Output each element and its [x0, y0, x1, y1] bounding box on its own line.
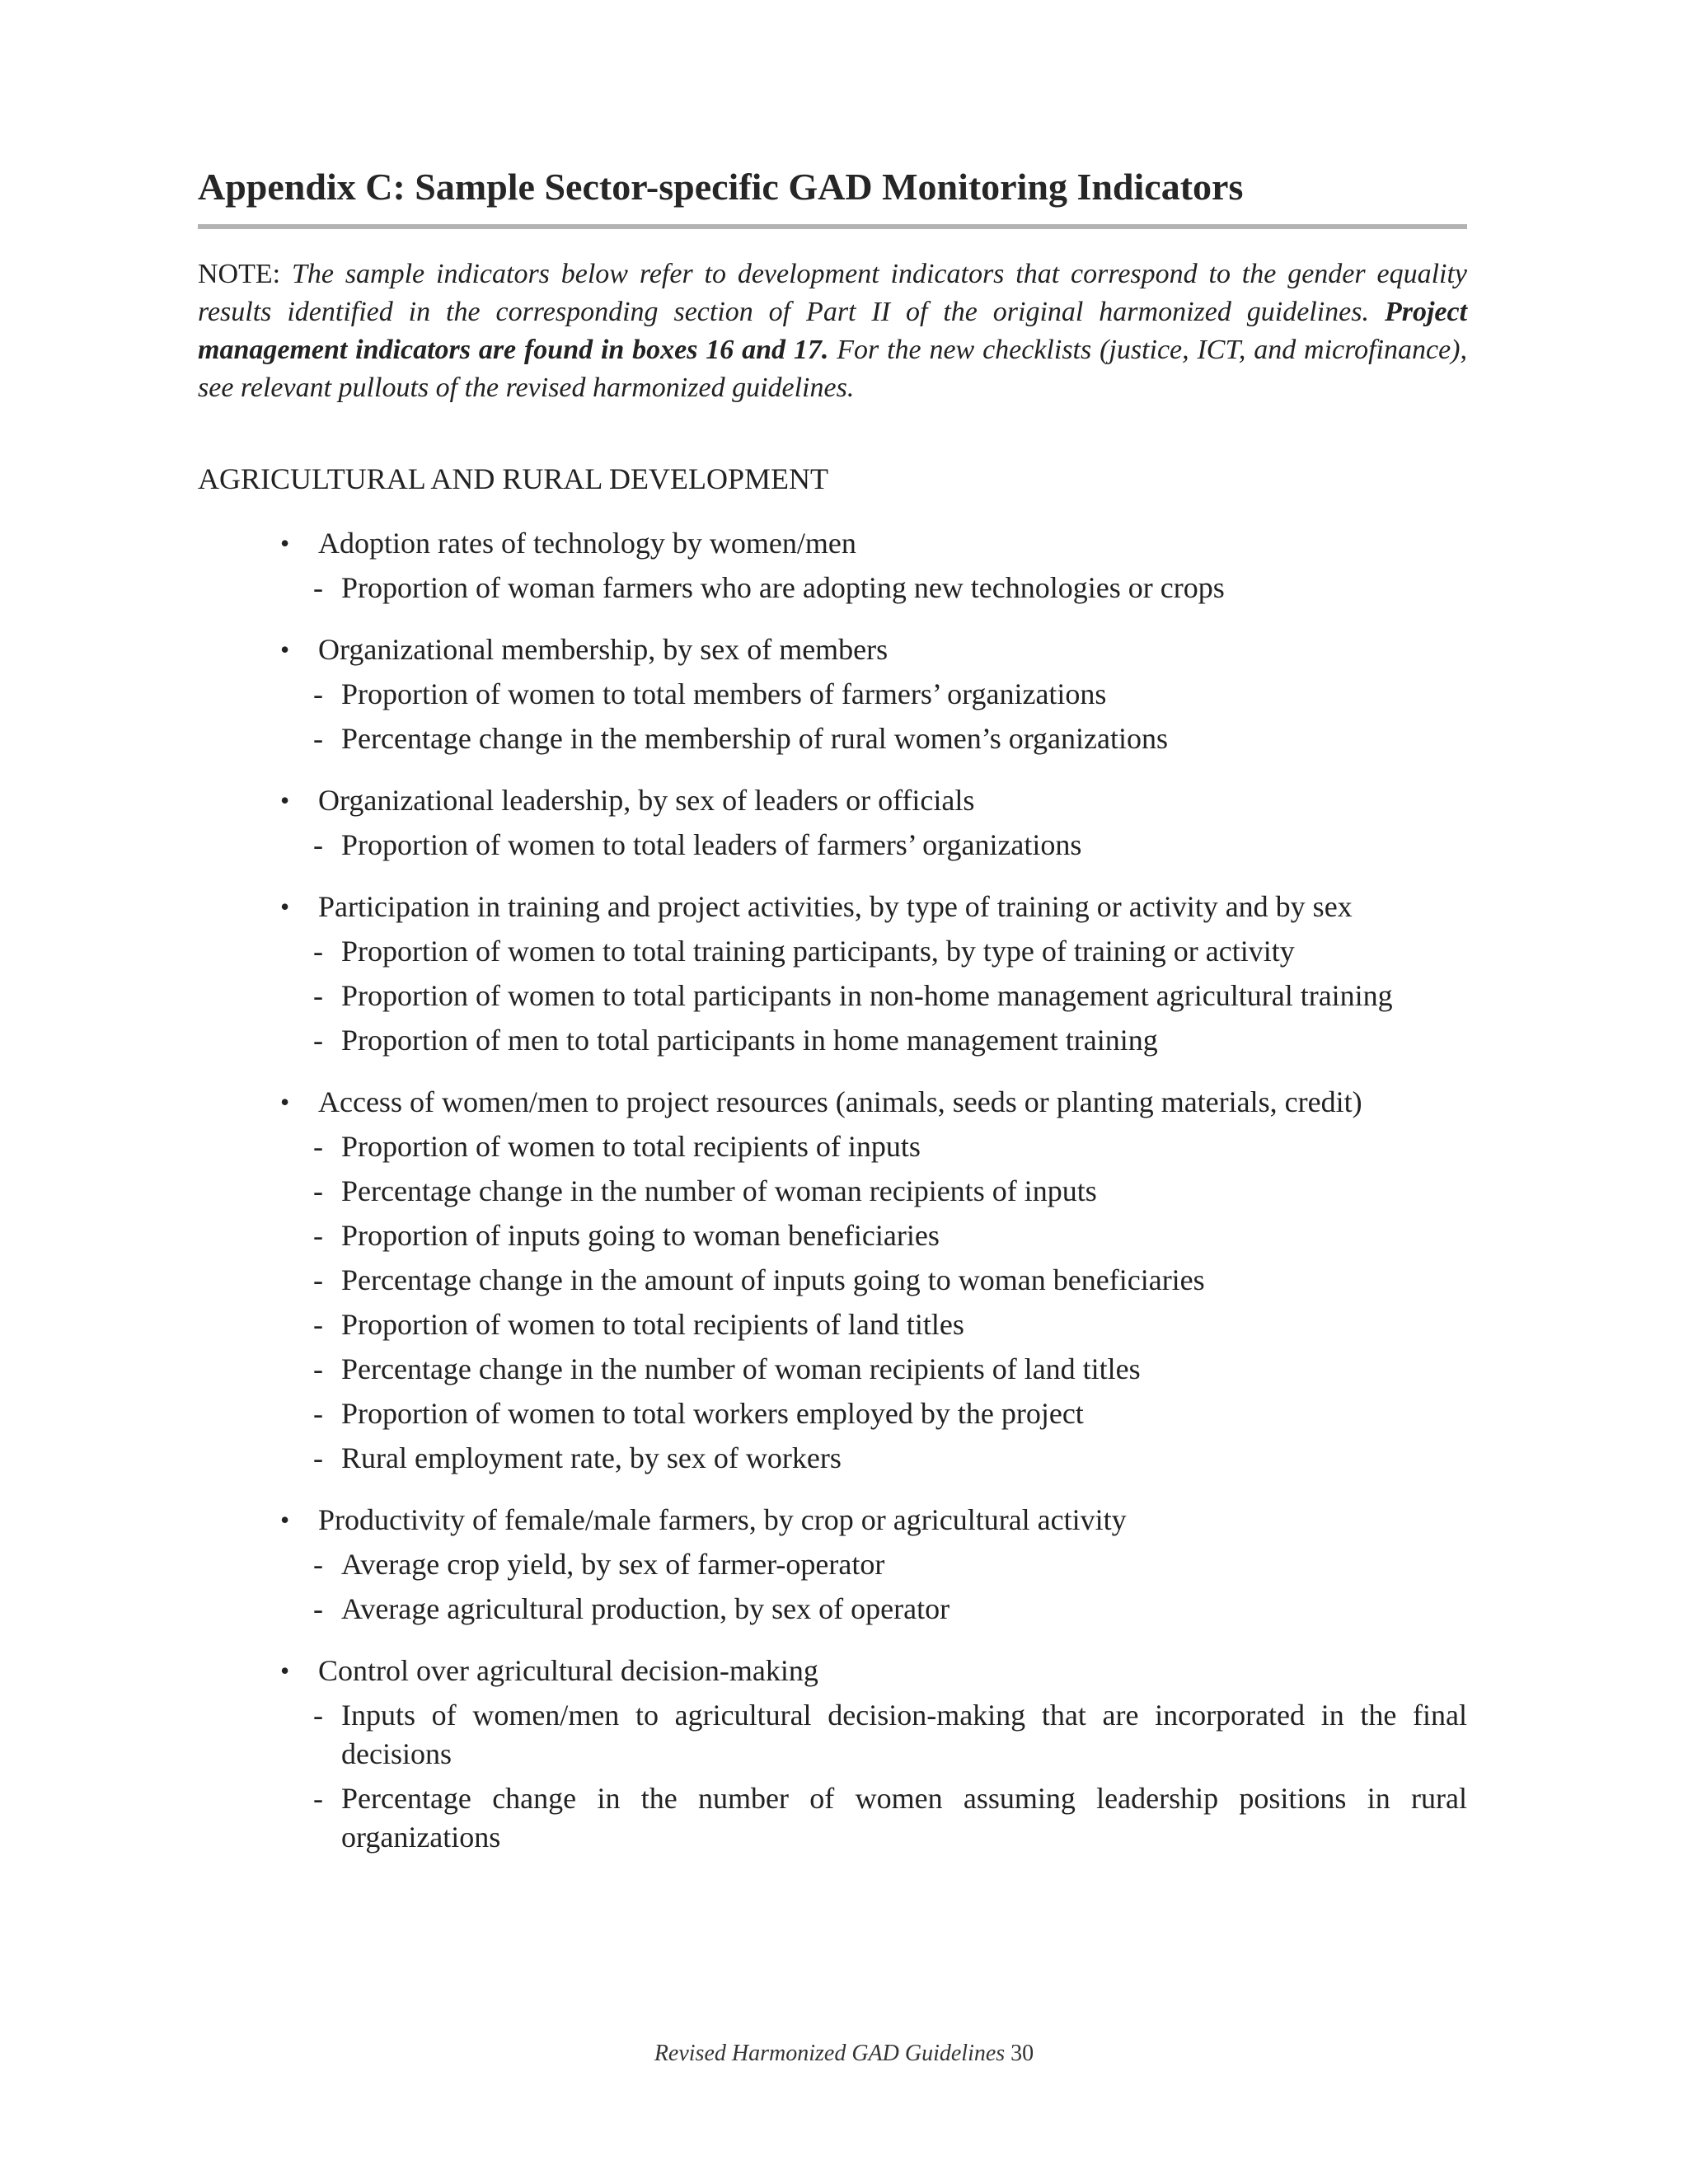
indicator-bullet — [198, 1083, 1467, 1122]
note-paragraph — [198, 255, 1467, 407]
indicator-sub-item — [198, 1127, 1467, 1166]
dash-icon: - — [313, 1263, 323, 1296]
note-text-emphasis: Project management indicators are found in boxes 16 and 17. — [198, 297, 1468, 365]
indicator-sub-item — [198, 977, 1467, 1015]
bullet-icon: • — [280, 1656, 290, 1685]
indicator-sub-item — [198, 569, 1467, 607]
indicator-sub-item-text: Proportion of women to total recipients of land titles — [341, 1308, 964, 1341]
indicator-bullet-text: Access of women/men to project resources (animals, seeds or planting materials, credit) — [318, 1085, 1362, 1118]
indicator-sub-item-text: Proportion of inputs going to woman beneficiaries — [341, 1219, 940, 1252]
indicator-sub-item-text: Inputs of women/men to agricultural decision-making that are incorporated in the final decisions — [341, 1699, 1467, 1770]
bullet-icon: • — [280, 785, 290, 815]
indicator-sub-item-text: Rural employment rate, by sex of workers — [341, 1441, 842, 1474]
dash-icon: - — [313, 1592, 323, 1625]
indicator-sub-item-text: Proportion of women to total members of farmers’ organizations — [341, 677, 1107, 710]
indicator-group — [198, 1083, 1467, 1478]
indicator-sub-item — [198, 1394, 1467, 1433]
indicator-bullet-text: Participation in training and project activities, by type of training or activity and by sex — [318, 890, 1353, 923]
indicator-sub-item-text: Proportion of women to total leaders of farmers’ organizations — [341, 828, 1082, 861]
indicator-bullet — [198, 1652, 1467, 1690]
indicator-sub-item — [198, 1305, 1467, 1344]
indicator-sub-item — [198, 1779, 1467, 1857]
indicator-sub-item-text: Proportion of women to total training participants, by type of training or activity — [341, 935, 1295, 968]
note-text-2: For the new checklists (justice, ICT, and microfinance), see relevant pullouts of the revised harmonized guidelines. — [198, 335, 1468, 403]
indicator-sub-item — [198, 1696, 1467, 1774]
indicator-sub-item — [198, 1590, 1467, 1629]
dash-icon: - — [313, 722, 323, 755]
section-heading: AGRICULTURAL AND RURAL DEVELOPMENT — [198, 462, 828, 495]
dash-icon: - — [313, 677, 323, 710]
indicator-sub-item — [198, 675, 1467, 714]
page-footer — [0, 2039, 1688, 2069]
indicator-bullet-text: Adoption rates of technology by women/men — [318, 527, 856, 560]
indicator-sub-item — [198, 1439, 1467, 1478]
indicator-sub-item — [198, 932, 1467, 971]
bullet-icon: • — [280, 528, 290, 558]
footer-page-number: 30 — [1010, 2041, 1034, 2066]
dash-icon: - — [313, 1130, 323, 1163]
dash-icon: - — [313, 1308, 323, 1341]
footer-title: Revised Harmonized GAD Guidelines — [654, 2041, 1006, 2066]
indicator-group — [198, 1652, 1467, 1857]
indicator-bullet — [198, 888, 1467, 926]
dash-icon: - — [313, 828, 323, 861]
dash-icon: - — [313, 1174, 323, 1207]
indicator-group — [198, 888, 1467, 1060]
indicator-sub-item-text: Percentage change in the number of women assuming leadership positions in rural organizations — [341, 1782, 1467, 1854]
indicator-bullet — [198, 1501, 1467, 1540]
note-label: NOTE: — [198, 259, 281, 289]
title-divider — [198, 224, 1467, 229]
indicator-sub-item-text: Proportion of woman farmers who are adopting new technologies or crops — [341, 571, 1225, 604]
indicator-sub-item-text: Proportion of women to total recipients of inputs — [341, 1130, 921, 1163]
indicator-sub-item — [198, 1216, 1467, 1255]
indicator-bullet — [198, 781, 1467, 820]
indicator-sub-item — [198, 1261, 1467, 1300]
indicator-bullet — [198, 524, 1467, 563]
bullet-icon: • — [280, 635, 290, 664]
indicator-group — [198, 1501, 1467, 1629]
indicator-sub-item — [198, 1545, 1467, 1584]
dash-icon: - — [313, 571, 323, 604]
dash-icon: - — [313, 1548, 323, 1581]
indicator-sub-item-text: Percentage change in the membership of rural women’s organizations — [341, 722, 1169, 755]
dash-icon: - — [313, 935, 323, 968]
bullet-icon: • — [280, 892, 290, 921]
dash-icon: - — [313, 1352, 323, 1385]
indicator-sub-item — [198, 1172, 1467, 1211]
indicator-bullet — [198, 630, 1467, 669]
indicator-sub-item-text: Proportion of men to total participants in home management training — [341, 1024, 1158, 1057]
dash-icon: - — [313, 979, 323, 1012]
indicator-bullet-text: Organizational membership, by sex of members — [318, 633, 889, 666]
indicator-bullet-text: Productivity of female/male farmers, by crop or agricultural activity — [318, 1503, 1127, 1536]
indicator-group — [198, 524, 1467, 607]
indicator-bullet-text: Control over agricultural decision-making — [318, 1654, 818, 1687]
indicator-list — [198, 524, 1467, 1880]
dash-icon: - — [313, 1699, 323, 1732]
indicator-group — [198, 781, 1467, 865]
indicator-sub-item-text: Average agricultural production, by sex of operator — [341, 1592, 950, 1625]
indicator-sub-item-text: Proportion of women to total workers employed by the project — [341, 1397, 1084, 1430]
indicator-bullet-text: Organizational leadership, by sex of leaders or officials — [318, 784, 975, 817]
dash-icon: - — [313, 1782, 323, 1815]
indicator-sub-item — [198, 826, 1467, 865]
indicator-sub-item — [198, 1350, 1467, 1389]
dash-icon: - — [313, 1024, 323, 1057]
indicator-sub-item-text: Proportion of women to total participants in non-home management agricultural training — [341, 979, 1393, 1012]
dash-icon: - — [313, 1219, 323, 1252]
indicator-sub-item-text: Percentage change in the amount of inputs going to woman beneficiaries — [341, 1263, 1205, 1296]
indicator-sub-item-text: Average crop yield, by sex of farmer-operator — [341, 1548, 885, 1581]
indicator-sub-item — [198, 719, 1467, 758]
page-title: Appendix C: Sample Sector-specific GAD Monitoring Indicators — [198, 166, 1244, 208]
bullet-icon: • — [280, 1087, 290, 1117]
dash-icon: - — [313, 1397, 323, 1430]
bullet-icon: • — [280, 1505, 290, 1535]
indicator-sub-item-text: Percentage change in the number of woman recipients of inputs — [341, 1174, 1097, 1207]
dash-icon: - — [313, 1441, 323, 1474]
indicator-sub-item-text: Percentage change in the number of woman recipients of land titles — [341, 1352, 1141, 1385]
note-text-1: The sample indicators below refer to development indicators that correspond to the gender equality results identified in the corresponding section of Part II of the original harmonized guidelines. — [198, 259, 1468, 327]
indicator-sub-item — [198, 1021, 1467, 1060]
indicator-group — [198, 630, 1467, 758]
